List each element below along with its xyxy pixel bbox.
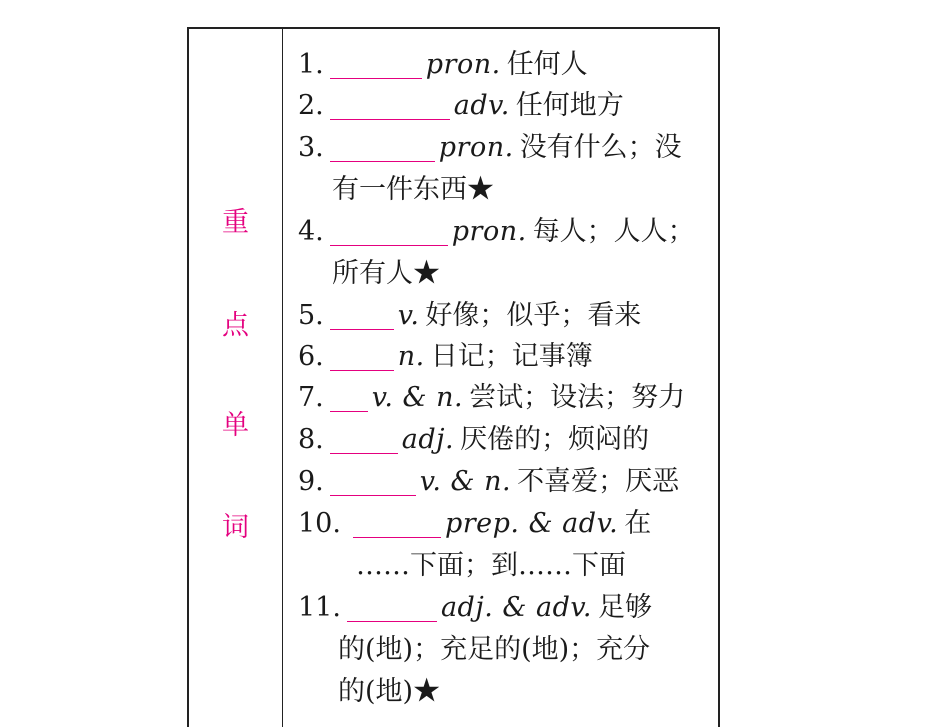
answer-blank[interactable] <box>330 52 422 79</box>
item-number: 8. <box>298 424 324 455</box>
answer-blank[interactable] <box>330 219 448 246</box>
meaning: 日记；记事簿 <box>430 341 593 372</box>
part-of-speech: prep. & adv. <box>444 508 619 539</box>
part-of-speech: v. & n. <box>419 466 512 497</box>
item-number: 6. <box>298 341 324 372</box>
answer-blank[interactable] <box>347 595 437 622</box>
section-char: 单 <box>222 410 249 441</box>
item-number: 10. <box>298 508 341 539</box>
part-of-speech: pron. <box>425 49 501 80</box>
answer-blank[interactable] <box>330 135 435 162</box>
item-number: 4. <box>298 216 324 247</box>
part-of-speech: pron. <box>438 132 514 163</box>
list-item <box>298 503 708 544</box>
item-number: 1. <box>298 49 324 80</box>
answer-blank[interactable] <box>330 344 394 371</box>
item-number: 2. <box>298 90 324 121</box>
list-item <box>298 85 708 126</box>
answer-blank[interactable] <box>330 469 416 496</box>
part-of-speech: v. <box>397 300 420 331</box>
list-item <box>298 211 708 252</box>
part-of-speech: n. <box>397 341 425 372</box>
list-item <box>298 419 708 460</box>
item-number: 7. <box>298 382 324 413</box>
item-number: 3. <box>298 132 324 163</box>
list-item <box>298 377 708 418</box>
item-number: 9. <box>298 466 324 497</box>
part-of-speech: adj. <box>401 424 455 455</box>
meaning: 不喜爱；厌恶 <box>517 466 680 497</box>
section-char: 重 <box>222 207 249 238</box>
meaning: 在 <box>624 508 652 539</box>
list-item <box>298 336 708 377</box>
answer-blank[interactable] <box>330 385 368 412</box>
item-number: 5. <box>298 300 324 331</box>
list-item <box>298 587 708 628</box>
answer-blank[interactable] <box>330 427 398 454</box>
list-item <box>298 127 708 168</box>
meaning: 足够 <box>598 592 652 623</box>
meaning-continued: 有一件东西★ <box>332 174 494 205</box>
list-item <box>298 44 708 85</box>
answer-blank[interactable] <box>353 511 441 538</box>
vocabulary-card <box>187 27 720 727</box>
section-char: 点 <box>222 310 249 341</box>
part-of-speech: v. & n. <box>371 382 464 413</box>
section-label <box>189 29 282 727</box>
meaning-continued: 的(地)；充足的(地)；充分 <box>338 634 651 665</box>
meaning: 厌倦的；烦闷的 <box>460 424 650 455</box>
meaning: 好像；似乎；看来 <box>425 300 642 331</box>
meaning-continued: 所有人★ <box>332 258 440 289</box>
list-item <box>298 295 708 336</box>
section-char: 词 <box>222 512 249 543</box>
meaning-continued: 的(地)★ <box>338 676 441 707</box>
meaning: 没有什么；没 <box>519 132 682 163</box>
meaning: 任何地方 <box>515 90 624 121</box>
meaning-continued: ……下面；到……下面 <box>356 550 626 581</box>
meaning: 尝试；设法；努力 <box>469 382 686 413</box>
meaning: 每人；人人； <box>532 216 695 247</box>
answer-blank[interactable] <box>330 303 394 330</box>
column-divider <box>282 29 283 727</box>
item-number: 11. <box>298 592 341 623</box>
list-item <box>298 461 708 502</box>
answer-blank[interactable] <box>330 93 450 120</box>
part-of-speech: adv. <box>453 90 510 121</box>
meaning: 任何人 <box>506 49 588 80</box>
part-of-speech: adj. & adv. <box>440 592 592 623</box>
part-of-speech: pron. <box>451 216 527 247</box>
